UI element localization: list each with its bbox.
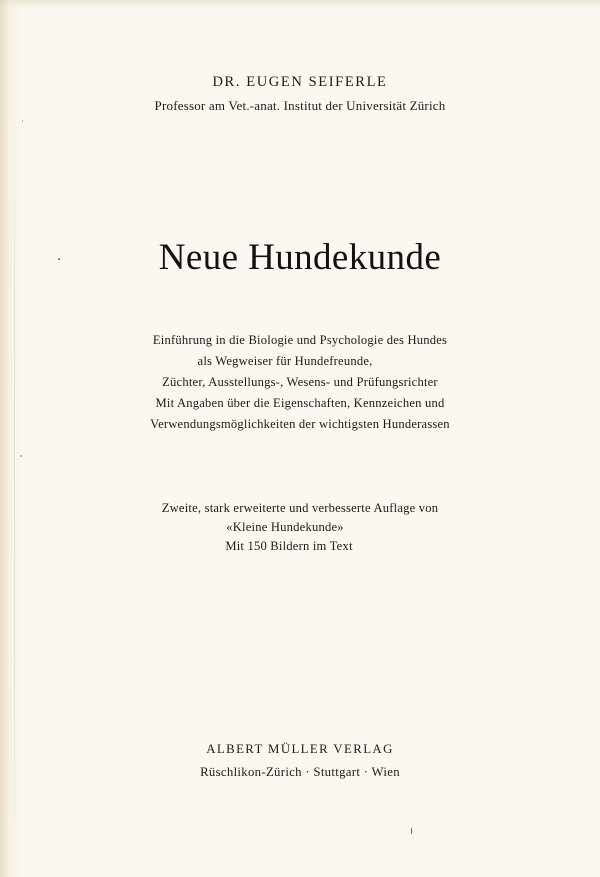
description-line: Verwendungsmöglichkeiten der wichtigsten Hunderassen	[150, 417, 450, 431]
author-affiliation: Professor am Vet.-anat. Institut der Universität Zürich	[154, 98, 446, 113]
book-description	[0, 330, 600, 435]
edition-line: «Kleine Hundekunde»	[226, 520, 344, 534]
paper-speck	[20, 455, 22, 457]
edition-line: Zweite, stark erweiterte und verbesserte Auflage von	[161, 501, 439, 515]
publisher-name: ALBERT MÜLLER VERLAG	[206, 742, 394, 756]
paper-speck	[411, 828, 412, 834]
edition-note	[0, 499, 600, 556]
description-line: Mit Angaben über die Eigenschaften, Kennzeichen und	[155, 396, 445, 410]
author-name: DR. EUGEN SEIFERLE	[212, 74, 388, 90]
description-line: Züchter, Ausstellungs-, Wesens- und Prüfungsrichter	[162, 375, 438, 389]
description-line: als Wegweiser für Hundefreunde,	[197, 354, 373, 368]
paper-speck	[22, 120, 23, 122]
publisher-places: Rüschlikon-Zürich · Stuttgart · Wien	[200, 765, 400, 779]
edition-line: Mit 150 Bildern im Text	[225, 539, 353, 553]
paper-speck	[58, 258, 60, 260]
book-title: Neue Hundekunde	[158, 237, 442, 278]
description-line: Einführung in die Biologie und Psychologie des Hundes	[152, 333, 448, 347]
